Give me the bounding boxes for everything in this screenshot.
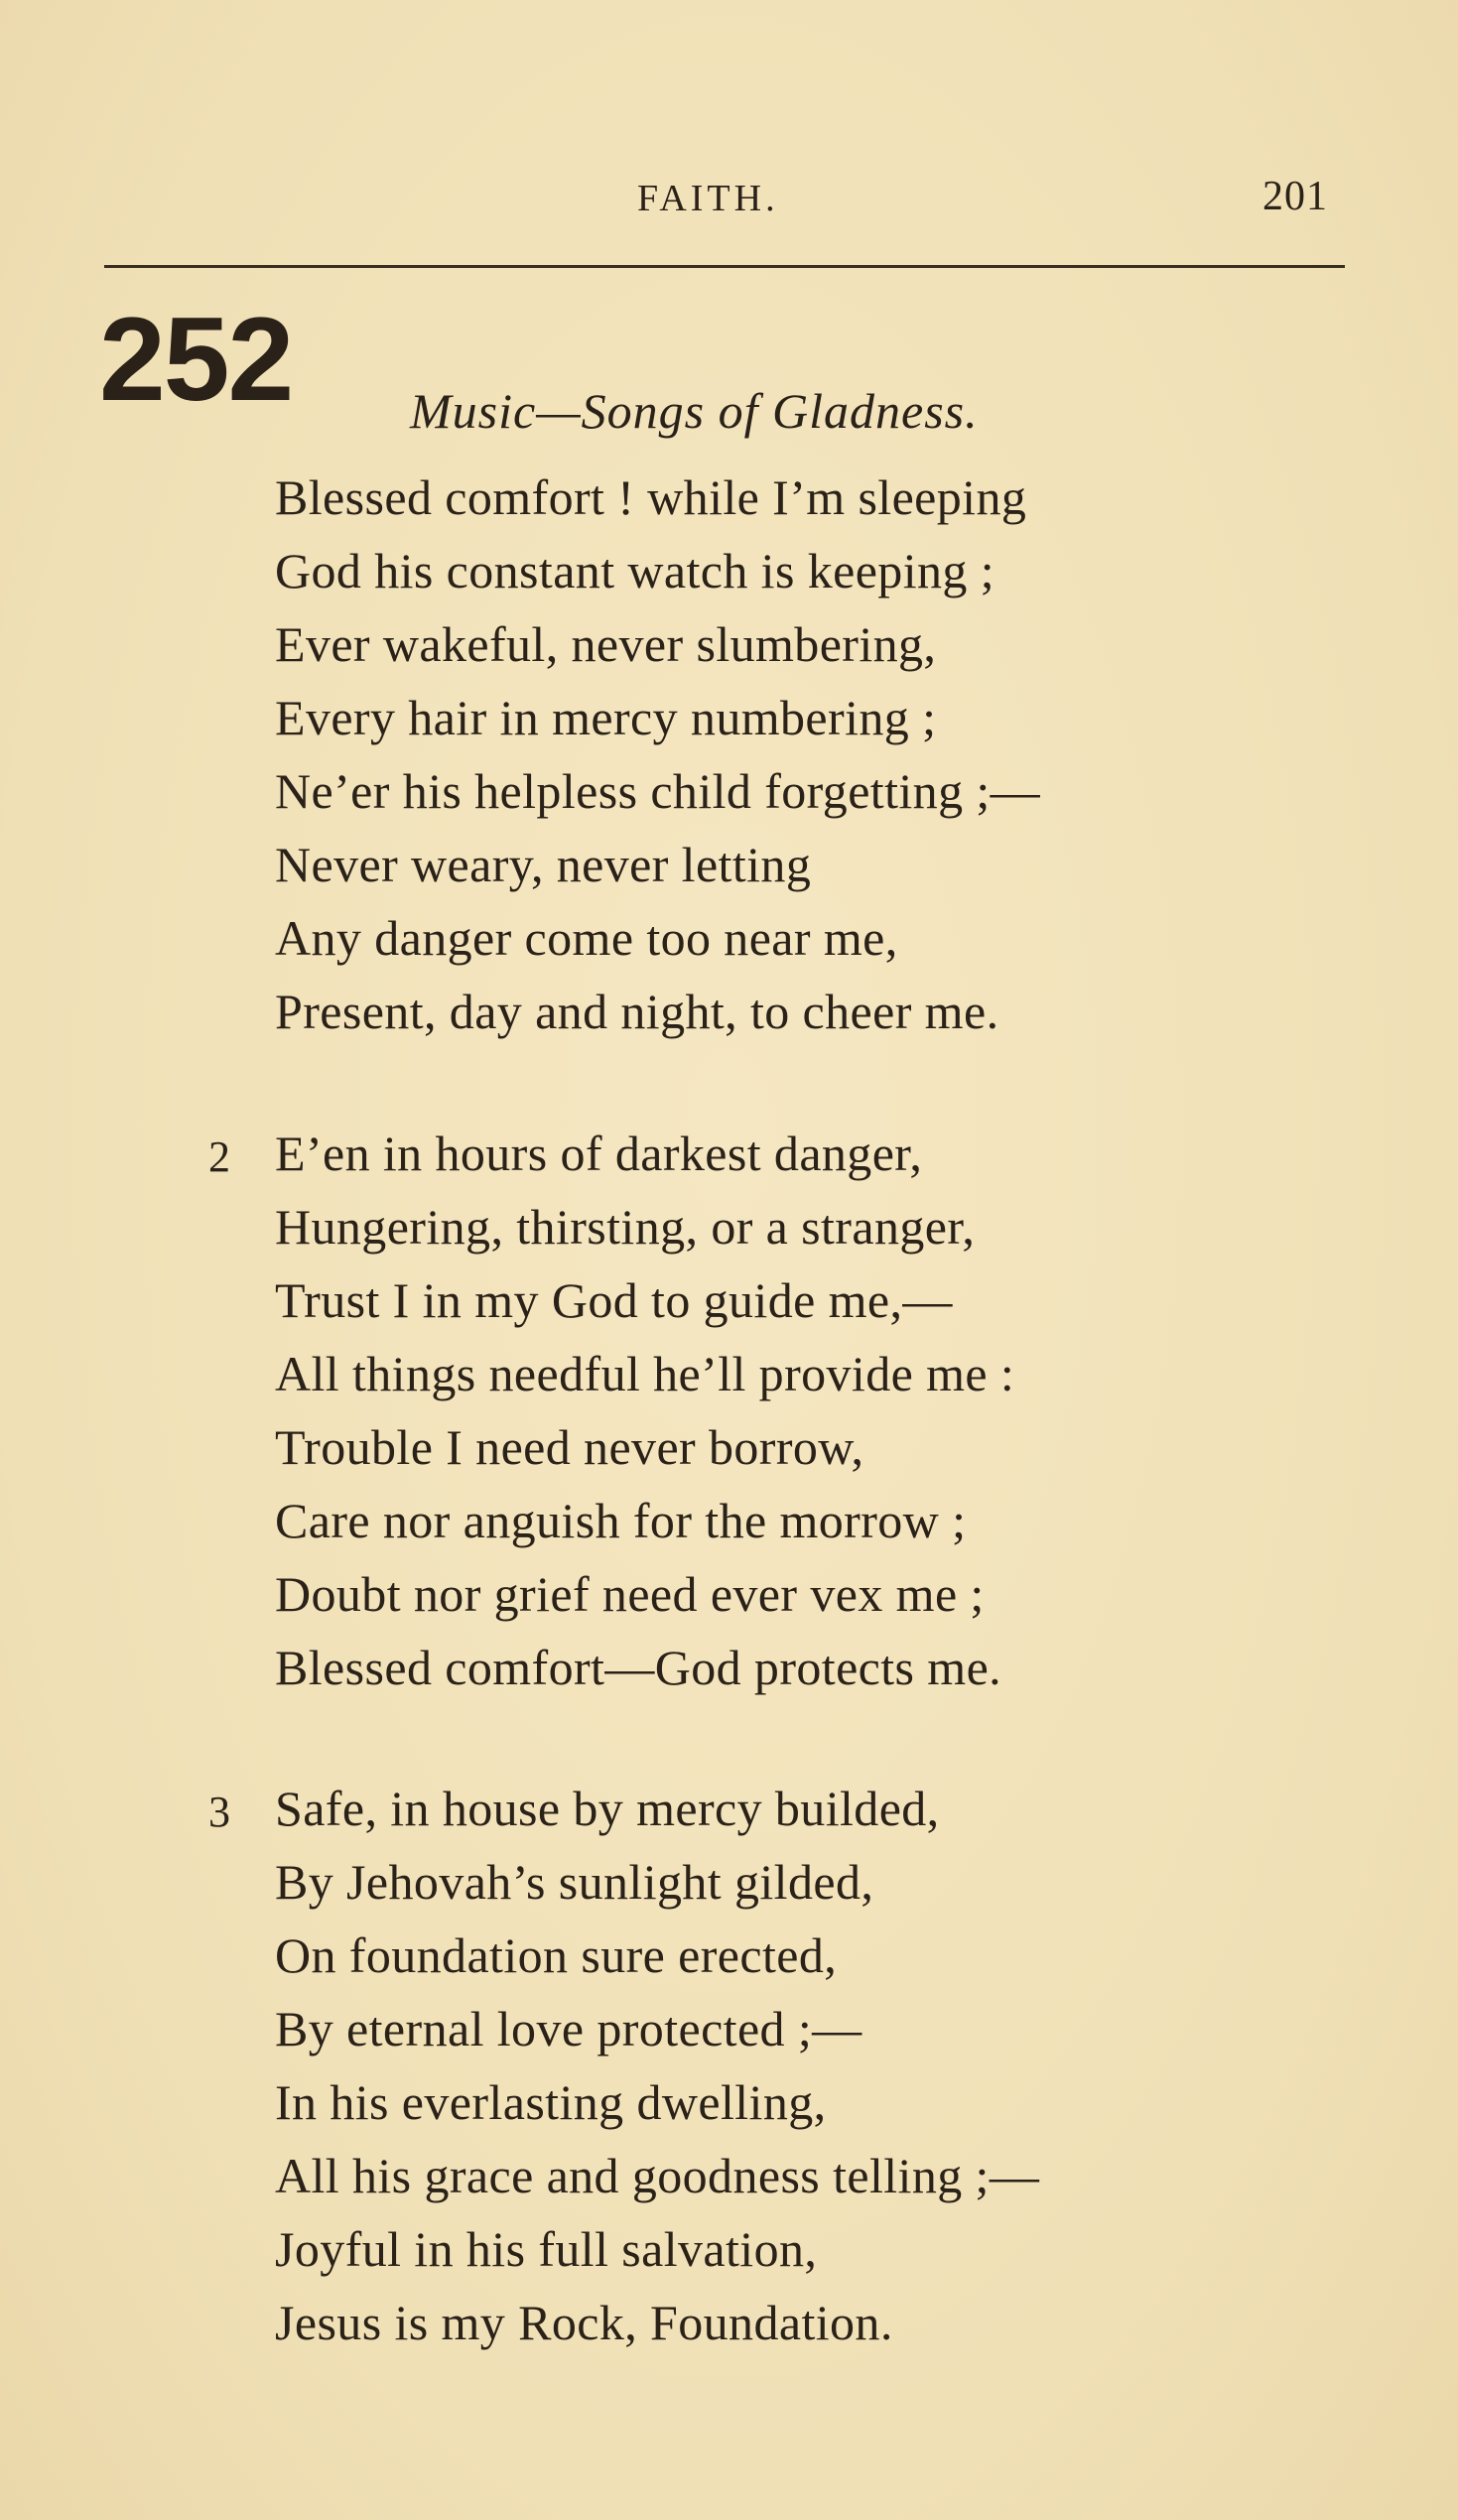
header-rule xyxy=(104,265,1345,268)
stanza-line: Blessed comfort ! while I’m sleeping xyxy=(275,469,1027,525)
stanza-line: Present, day and night, to cheer me. xyxy=(275,984,999,1039)
stanza-line: God his constant watch is keeping ; xyxy=(275,543,994,598)
stanza-line: Jesus is my Rock, Foundation. xyxy=(275,2295,893,2350)
stanza-line: On foundation sure erected, xyxy=(275,1927,838,1983)
stanza-line: Care nor anguish for the morrow ; xyxy=(275,1493,967,1548)
stanza-line: Blessed comfort—God protects me. xyxy=(275,1640,1002,1695)
stanza-line: Every hair in mercy numbering ; xyxy=(275,690,937,745)
stanza-line: E’en in hours of darkest danger, xyxy=(275,1126,923,1181)
tune-attribution: Music—Songs of Gladness. xyxy=(410,383,979,439)
stanza-number: 2 xyxy=(208,1132,230,1181)
stanza-line: Trouble I need never borrow, xyxy=(275,1419,864,1475)
stanza-line: In his everlasting dwelling, xyxy=(275,2074,827,2130)
stanza-line: By eternal love protected ;— xyxy=(275,2001,862,2056)
stanza-line: Never weary, never letting xyxy=(275,837,812,892)
stanza-line: Doubt nor grief need ever vex me ; xyxy=(275,1566,985,1622)
running-head: FAITH. xyxy=(637,178,779,219)
stanza-line: All his grace and goodness telling ;— xyxy=(275,2148,1040,2203)
stanza-line: Ne’er his helpless child forgetting ;— xyxy=(275,763,1041,819)
stanza-number: 3 xyxy=(208,1788,230,1836)
stanza-line: Joyful in his full salvation, xyxy=(275,2221,818,2277)
stanza-line: Ever wakeful, never slumbering, xyxy=(275,616,937,672)
stanza-line: All things needful he’ll provide me : xyxy=(275,1346,1015,1401)
stanza-line: Hungering, thirsting, or a stranger, xyxy=(275,1199,976,1255)
hymn-number: 252 xyxy=(99,293,293,426)
stanza-line: By Jehovah’s sunlight gilded, xyxy=(275,1854,874,1910)
stanza-line: Safe, in house by mercy builded, xyxy=(275,1781,940,1836)
page-number: 201 xyxy=(1262,174,1328,219)
stanza-line: Any danger come too near me, xyxy=(275,910,898,966)
stanza-line: Trust I in my God to guide me,— xyxy=(275,1272,953,1328)
